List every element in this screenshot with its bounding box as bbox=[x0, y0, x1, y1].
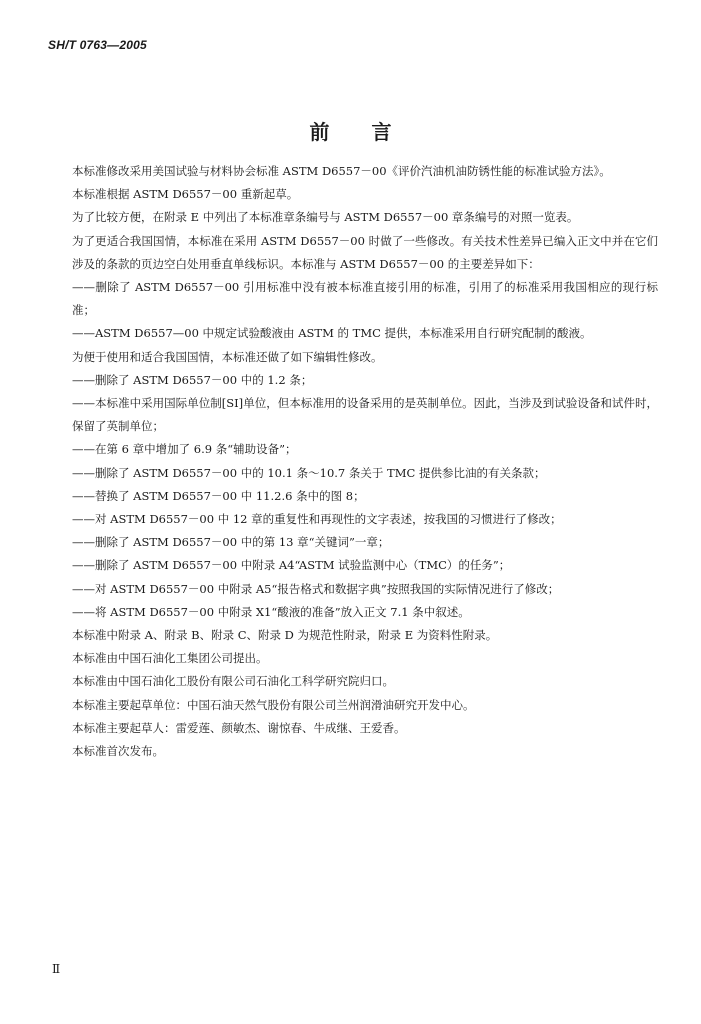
paragraph: 本标准根据 ASTM D6557－00 重新起草。 bbox=[72, 187, 299, 202]
title-char-1: 前 bbox=[309, 120, 330, 144]
paragraph: 本标准主要起草单位：中国石油天然气股份有限公司兰州润滑油研究开发中心。 bbox=[72, 697, 475, 712]
paragraph: 本标准中附录 A、附录 B、附录 C、附录 D 为规范性附录，附录 E 为资料性附录。 bbox=[72, 628, 498, 643]
page-number: Ⅱ bbox=[52, 962, 61, 976]
list-item: ——在第 6 章中增加了 6.9 条“辅助设备”； bbox=[72, 442, 297, 457]
list-item: ——ASTM D6557—00 中规定试验酸液由 ASTM 的 TMC 提供，本标准采用自行研究配制的酸液。 bbox=[72, 326, 592, 341]
list-item: ——对 ASTM D6557－00 中 12 章的重复性和再现性的文字表述，按我国的习惯进行了修改； bbox=[72, 512, 562, 527]
paragraph-intro: 本标准修改采用美国试验与材料协会标准 ASTM D6557－00《评价汽油机油防锈性能的标准试验方法》。 bbox=[72, 164, 611, 178]
preface-body bbox=[48, 160, 658, 763]
list-item: ——将 ASTM D6557－00 中附录 X1“酸液的准备”放入正文 7.1 条中叙述。 bbox=[72, 604, 470, 619]
list-item: ——删除了 ASTM D6557－00 中的 10.1 条～10.7 条关于 TMC 提供参比油的有关条款； bbox=[72, 465, 546, 480]
list-item: ——对 ASTM D6557－00 中附录 A5“报告格式和数据字典”按照我国的实际情况进行了修改； bbox=[72, 581, 560, 596]
paragraph: 本标准由中国石油化工股份有限公司石油化工科学研究院归口。 bbox=[72, 674, 394, 689]
page-title bbox=[0, 116, 701, 145]
paragraph: 本标准首次发布。 bbox=[72, 744, 164, 759]
list-item: ——删除了 ASTM D6557－00 中附录 A4“ASTM 试验监测中心（TMC）的任务”； bbox=[72, 558, 511, 573]
list-item: ——本标准中采用国际单位制[SI]单位，但本标准用的设备采用的是英制单位。因此，当涉及到试验设备和试件时，保留了英制单位； bbox=[72, 396, 658, 434]
paragraph: 为便于使用和适合我国国情，本标准还做了如下编辑性修改。 bbox=[72, 349, 383, 364]
list-item: ——删除了 ASTM D6557－00 中的 1.2 条； bbox=[72, 372, 313, 387]
paragraph: 本标准主要起草人：雷爱莲、颜敏杰、谢惊春、牛成继、王爱香。 bbox=[72, 720, 406, 735]
title-char-2: 言 bbox=[371, 120, 392, 144]
standard-code: SH/T 0763—2005 bbox=[48, 38, 147, 52]
list-item: ——删除了 ASTM D6557－00 引用标准中没有被本标准直接引用的标准，引用了的标准采用我国相应的现行标准； bbox=[72, 280, 658, 318]
paragraph: 为了比较方便，在附录 E 中列出了本标准章条编号与 ASTM D6557－00 章条编号的对照一览表。 bbox=[72, 210, 579, 225]
list-item: ——替换了 ASTM D6557－00 中 11.2.6 条中的图 8； bbox=[72, 488, 365, 503]
paragraph: 为了更适合我国国情，本标准在采用 ASTM D6557－00 时做了一些修改。有关技术性差异已编入正文中并在它们涉及的条款的页边空白处用垂直单线标识。本标准与 ASTM D6557－00 的主要差异如下： bbox=[72, 233, 658, 271]
paragraph: 本标准由中国石油化工集团公司提出。 bbox=[72, 651, 268, 666]
list-item: ——删除了 ASTM D6557－00 中的第 13 章“关键词”一章； bbox=[72, 535, 390, 550]
